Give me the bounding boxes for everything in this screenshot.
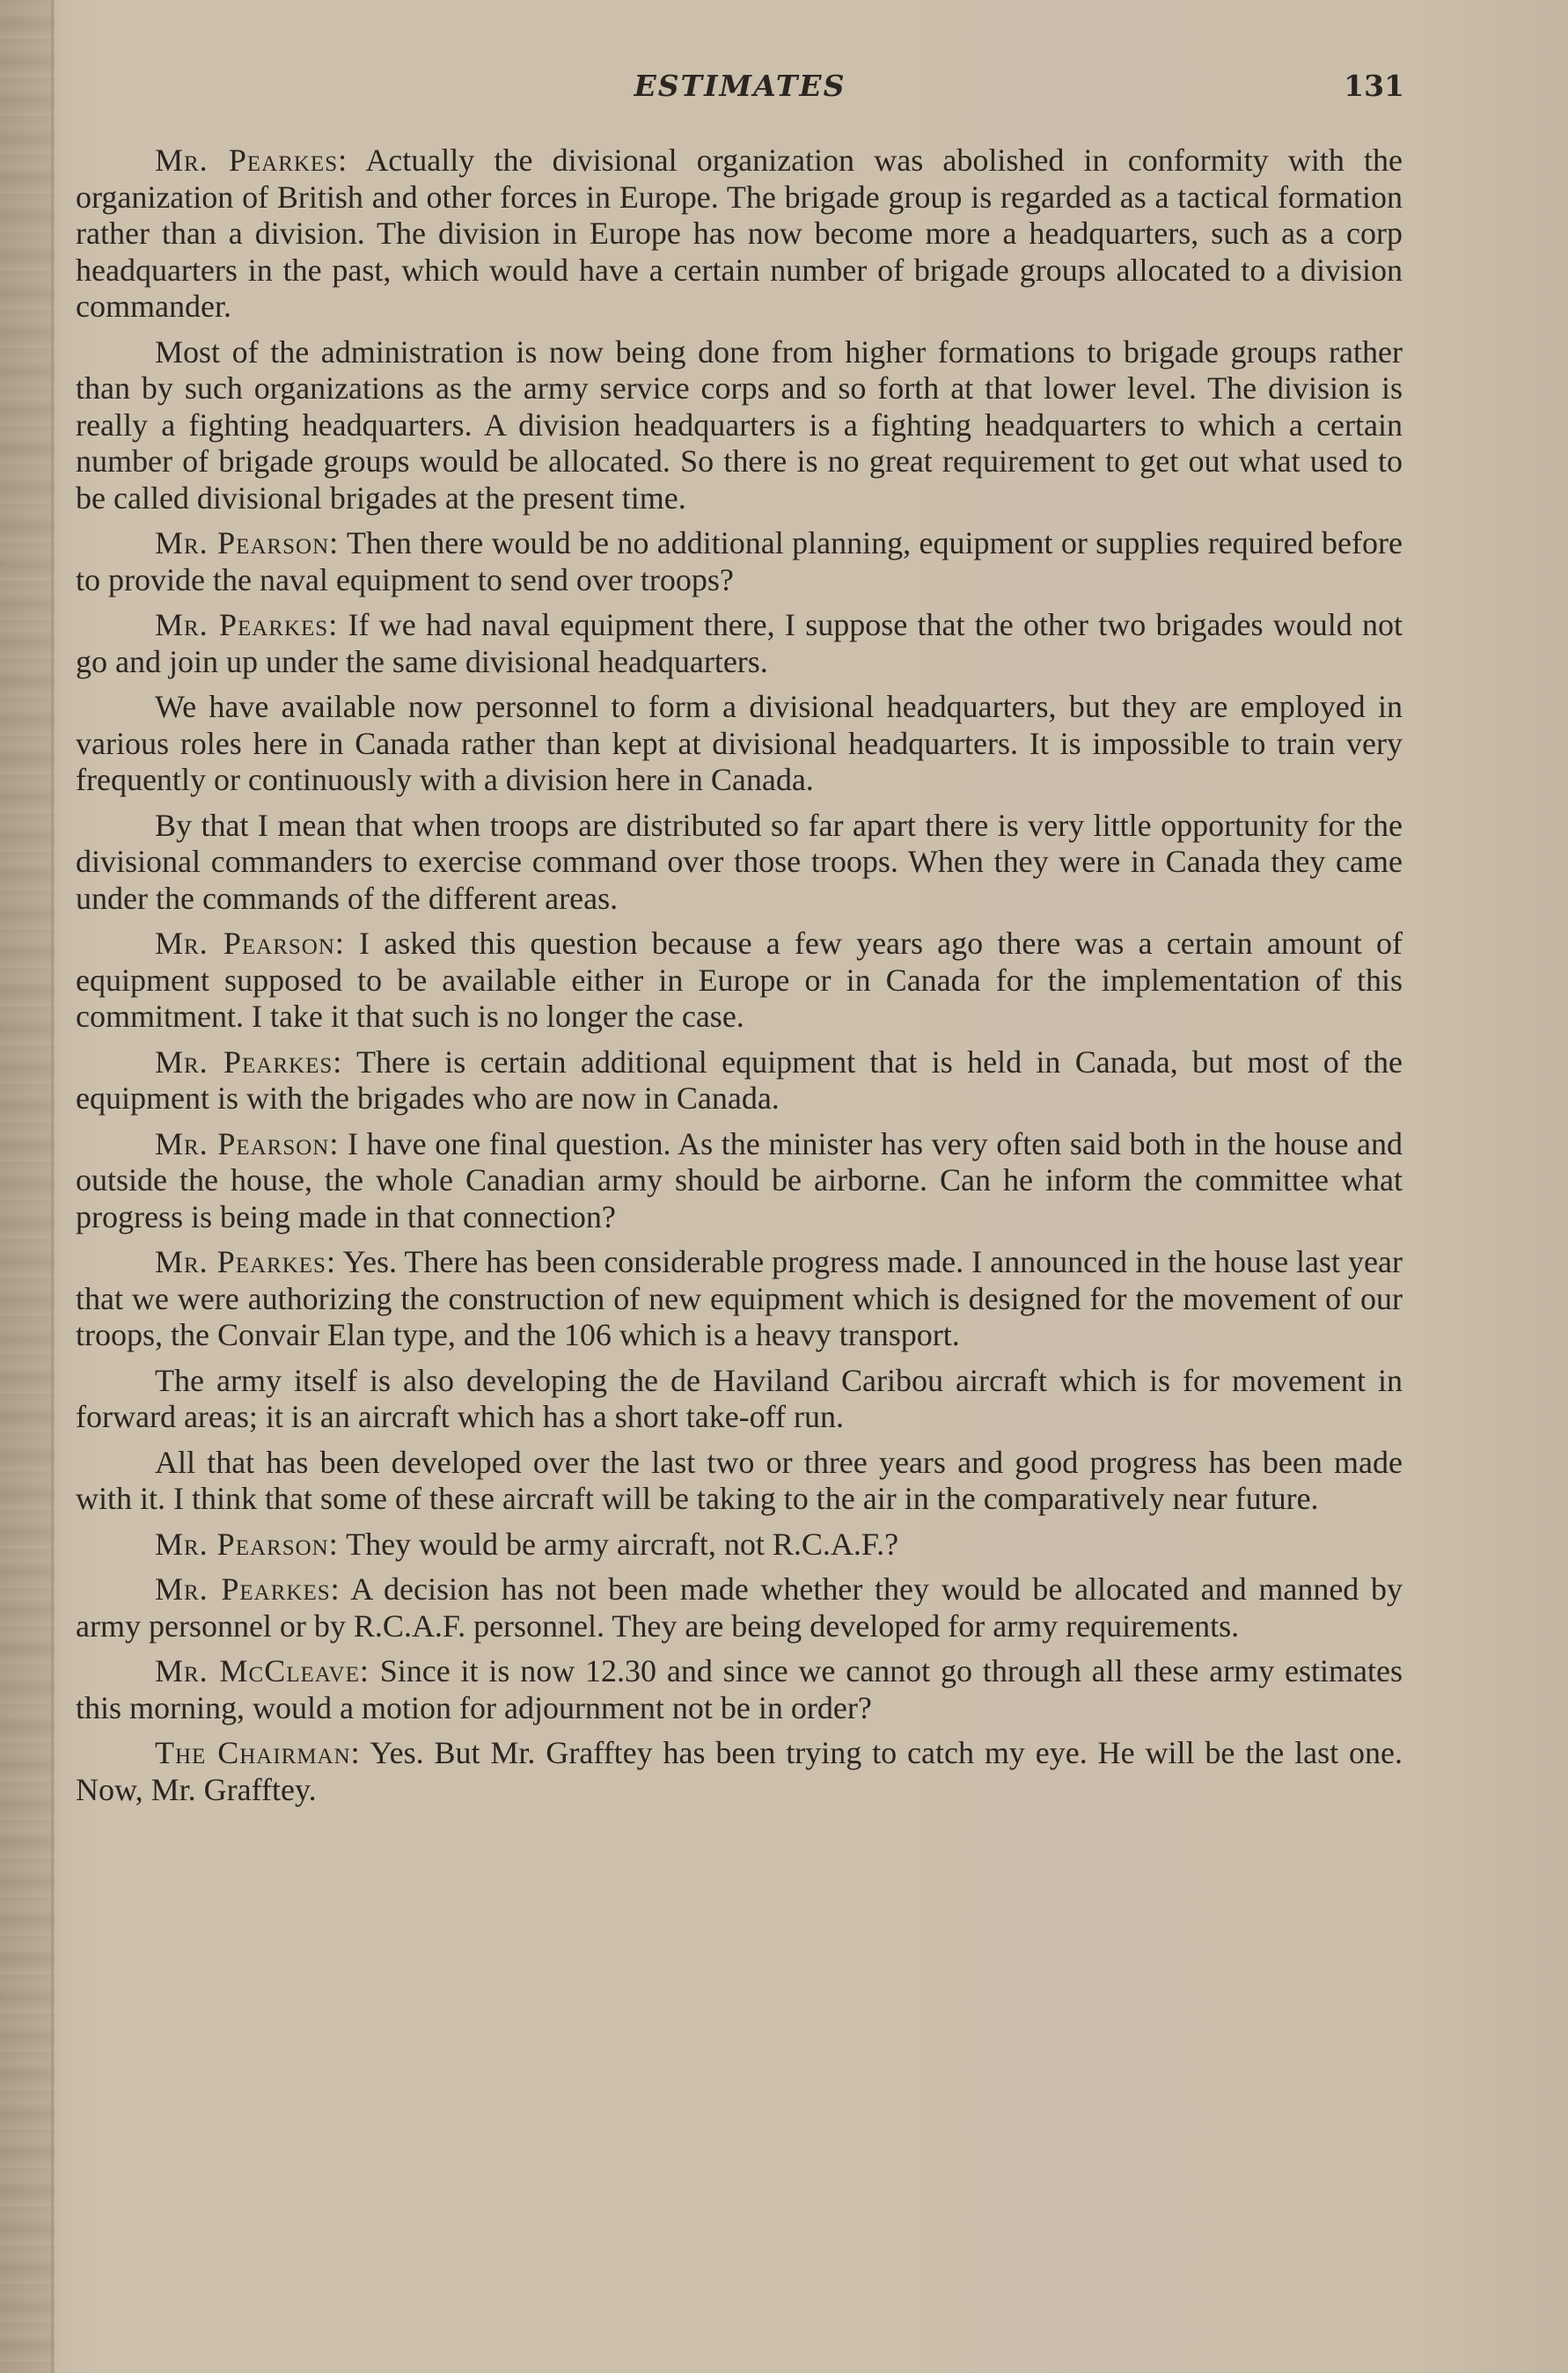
paragraph	[76, 1527, 1403, 1564]
page-number: 131	[1344, 69, 1404, 103]
speaker-label: Mr. McCleave:	[155, 1653, 370, 1688]
paragraph	[76, 808, 1403, 918]
paragraph	[76, 525, 1403, 598]
paragraph-text: I have one final question. As the minister has very often said both in the house and outside the house, the whole Canadian army should be airborne. Can he inform the committee what progress is being made in that connection?	[76, 1125, 1403, 1234]
speaker-label: Mr. Pearkes:	[155, 1044, 343, 1080]
speaker-label: Mr. Pearson:	[155, 926, 345, 961]
transcript-body	[76, 143, 1403, 1817]
paragraph	[76, 1653, 1403, 1726]
paragraph-text: We have available now personnel to form a divisional headquarters, but they are employed in various roles here in Canada rather than kept at divisional headquarters. It is impossible to train very frequently or continuously with a division here in Canada.	[76, 689, 1403, 797]
speaker-label: Mr. Pearson:	[155, 1125, 340, 1161]
speaker-label: Mr. Pearkes:	[155, 607, 339, 642]
speaker-label: Mr. Pearson:	[155, 1526, 339, 1562]
paragraph	[76, 607, 1403, 680]
paragraph-text: Most of the administration is now being done from higher formations to brigade groups rather than by such organizations as the army service corps and so forth at that lower level. The division is really a fighting headquarters. A division headquarters is a fighting headquarters to which a certain number of brigade groups would be allocated. So there is no great requirement to get out what used to be called divisional brigades at the present time.	[76, 333, 1403, 516]
paragraph-text: By that I mean that when troops are distributed so far apart there is very little opportunity for the divisional commanders to exercise command over those troops. When they were in Canada they came under the commands of the different areas.	[76, 807, 1403, 916]
page-header	[76, 69, 1404, 113]
paragraph-text: There is certain additional equipment that is held in Canada, but most of the equipment is with the brigades who are now in Canada.	[76, 1044, 1403, 1116]
speaker-label: Mr. Pearson:	[155, 525, 340, 560]
speaker-label: Mr. Pearkes:	[155, 143, 348, 178]
paragraph-text: They would be army aircraft, not R.C.A.F.?	[338, 1526, 899, 1562]
paragraph	[76, 143, 1403, 326]
speaker-label: The Chairman:	[155, 1735, 361, 1770]
paragraph-text: Then there would be no additional planning, equipment or supplies required before to provide the naval equipment to send over troops?	[76, 525, 1403, 597]
paragraph	[76, 1571, 1403, 1644]
paragraph	[76, 1126, 1403, 1236]
speaker-label: Mr. Pearkes:	[155, 1244, 336, 1279]
paragraph-text: I asked this question because a few years ago there was a certain amount of equipment supposed to be available either in Europe or in Canada for the implementation of this commitment. I take it that such is no longer the case.	[76, 926, 1403, 1034]
paragraph	[76, 1445, 1403, 1518]
binding-edge	[51, 0, 54, 2373]
paragraph-text: Actually the divisional organization was abolished in conformity with the organization of British and other forces in Europe. The brigade group is regarded as a tactical formation rather than a division. The division in Europe has now become more a headquarters, such as a corp headquarters in the past, which would have a certain number of brigade groups allocated to a division commander.	[76, 143, 1403, 324]
paragraph	[76, 689, 1403, 799]
paragraph-text: A decision has not been made whether they would be allocated and manned by army personnel or by R.C.A.F. personnel. They are being developed for army requirements.	[76, 1571, 1403, 1644]
binding-gutter	[0, 0, 55, 2373]
paragraph	[76, 1735, 1403, 1808]
paragraph	[76, 926, 1403, 1036]
paragraph	[76, 1044, 1403, 1117]
paragraph-text: Yes. But Mr. Grafftey has been trying to catch my eye. He will be the last one. Now, Mr. Grafftey.	[76, 1735, 1403, 1807]
paragraph-text: Since it is now 12.30 and since we cannot go through all these army estimates this morning, would a motion for adjournment not be in order?	[76, 1653, 1403, 1725]
paragraph-text: The army itself is also developing the de Haviland Caribou aircraft which is for movement in forward areas; it is an aircraft which has a short take-off run.	[76, 1362, 1403, 1434]
paragraph	[76, 334, 1403, 517]
running-title: ESTIMATES	[634, 69, 846, 103]
paragraph-text: If we had naval equipment there, I suppose that the other two brigades would not go and join up under the same divisional headquarters.	[76, 607, 1403, 679]
paragraph	[76, 1363, 1403, 1436]
paragraph	[76, 1244, 1403, 1354]
paragraph-text: All that has been developed over the last two or three years and good progress has been made with it. I think that some of these aircraft will be taking to the air in the comparatively near future.	[76, 1444, 1403, 1516]
paragraph-text: Yes. There has been considerable progress made. I announced in the house last year that we were authorizing the construction of new equipment which is designed for the movement of our troops, the Convair Elan type, and the 106 which is a heavy transport.	[76, 1244, 1403, 1352]
speaker-label: Mr. Pearkes:	[155, 1571, 341, 1607]
